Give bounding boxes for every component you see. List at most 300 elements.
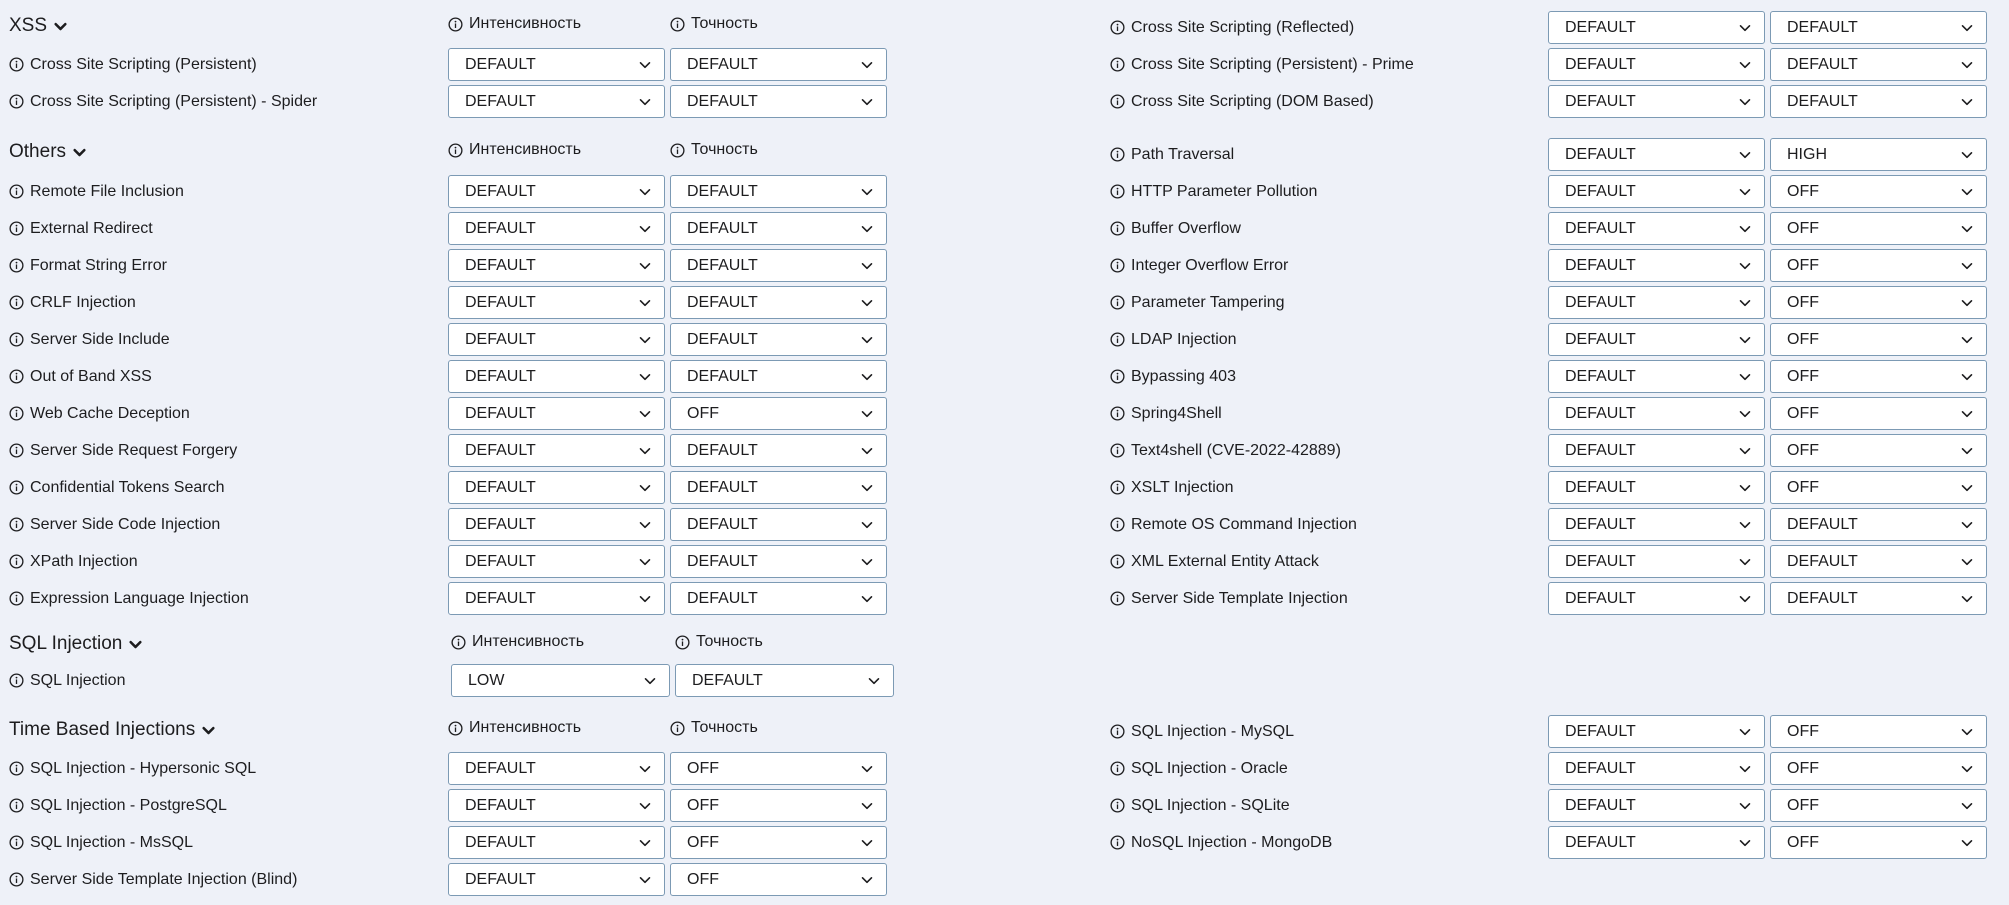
info-icon[interactable] xyxy=(9,673,24,688)
intensity-select[interactable] xyxy=(451,664,670,697)
accuracy-select[interactable] xyxy=(670,397,887,430)
intensity-select[interactable] xyxy=(1548,508,1765,541)
section-toggle[interactable] xyxy=(9,140,87,164)
rule-name: SQL Injection - PostgreSQL xyxy=(30,796,227,814)
rule-name: Confidential Tokens Search xyxy=(30,478,225,496)
intensity-select[interactable] xyxy=(1548,212,1765,245)
accuracy-select[interactable] xyxy=(670,212,887,245)
select-value: DEFAULT xyxy=(1565,331,1636,348)
rule-name: SQL Injection - MySQL xyxy=(1131,722,1295,740)
rule-name: Format String Error xyxy=(30,256,167,274)
select-value: OFF xyxy=(1787,220,1819,237)
accuracy-select[interactable] xyxy=(1770,11,1987,44)
chevron-down-icon xyxy=(638,592,652,606)
info-icon[interactable] xyxy=(9,332,24,347)
chevron-down-icon xyxy=(53,19,68,34)
chevron-down-icon xyxy=(1738,518,1752,532)
select-value: DEFAULT xyxy=(465,516,536,533)
intensity-select[interactable] xyxy=(448,826,665,859)
section-toggle[interactable] xyxy=(9,14,68,38)
select-value: HIGH xyxy=(1787,146,1827,163)
intensity-header xyxy=(448,14,581,34)
info-icon[interactable] xyxy=(670,17,685,32)
accuracy-select[interactable] xyxy=(1770,286,1987,319)
rule-label xyxy=(9,589,249,609)
chevron-down-icon xyxy=(638,407,652,421)
rule-label xyxy=(1110,759,1288,779)
select-value: DEFAULT xyxy=(465,93,536,110)
rule-name: XML External Entity Attack xyxy=(1131,552,1319,570)
select-value: OFF xyxy=(1787,183,1819,200)
select-value: DEFAULT xyxy=(687,294,758,311)
select-value: OFF xyxy=(1787,723,1819,740)
info-icon[interactable] xyxy=(1110,20,1125,35)
accuracy-header xyxy=(670,140,758,160)
intensity-select[interactable] xyxy=(1548,360,1765,393)
rule-name: SQL Injection xyxy=(30,671,126,689)
rule-name: Buffer Overflow xyxy=(1131,219,1241,237)
info-icon[interactable] xyxy=(1110,258,1125,273)
select-value: DEFAULT xyxy=(687,257,758,274)
accuracy-select[interactable] xyxy=(670,360,887,393)
intensity-select[interactable] xyxy=(1548,434,1765,467)
chevron-down-icon xyxy=(1738,222,1752,236)
accuracy-select[interactable] xyxy=(670,434,887,467)
rule-label xyxy=(9,759,256,779)
info-icon[interactable] xyxy=(670,143,685,158)
info-icon[interactable] xyxy=(1110,184,1125,199)
intensity-select[interactable] xyxy=(448,397,665,430)
select-value: DEFAULT xyxy=(1565,56,1636,73)
chevron-down-icon xyxy=(1960,592,1974,606)
intensity-select[interactable] xyxy=(448,434,665,467)
select-value: DEFAULT xyxy=(687,331,758,348)
rule-label xyxy=(1110,441,1341,461)
select-value: DEFAULT xyxy=(687,442,758,459)
select-value: DEFAULT xyxy=(687,516,758,533)
chevron-down-icon xyxy=(860,481,874,495)
rule-name: Path Traversal xyxy=(1131,145,1235,163)
rule-label xyxy=(9,796,227,816)
accuracy-select[interactable] xyxy=(1770,545,1987,578)
info-icon[interactable] xyxy=(9,57,24,72)
accuracy-select[interactable] xyxy=(1770,752,1987,785)
select-value: OFF xyxy=(1787,797,1819,814)
accuracy-select[interactable] xyxy=(670,249,887,282)
chevron-down-icon xyxy=(72,145,87,160)
accuracy-select[interactable] xyxy=(1770,323,1987,356)
info-icon[interactable] xyxy=(1110,406,1125,421)
intensity-select[interactable] xyxy=(1548,11,1765,44)
select-value: DEFAULT xyxy=(687,220,758,237)
info-icon[interactable] xyxy=(9,798,24,813)
info-icon[interactable] xyxy=(1110,591,1125,606)
chevron-down-icon xyxy=(860,762,874,776)
rule-name: LDAP Injection xyxy=(1131,330,1237,348)
info-icon[interactable] xyxy=(1110,57,1125,72)
intensity-select[interactable] xyxy=(448,471,665,504)
column-header-label: Точность xyxy=(696,633,763,650)
intensity-select[interactable] xyxy=(448,545,665,578)
rule-label xyxy=(9,833,193,853)
info-icon[interactable] xyxy=(1110,761,1125,776)
info-icon[interactable] xyxy=(1110,443,1125,458)
rule-label xyxy=(9,552,138,572)
info-icon[interactable] xyxy=(1110,517,1125,532)
rule-label xyxy=(1110,219,1241,239)
chevron-down-icon xyxy=(1960,148,1974,162)
accuracy-select[interactable] xyxy=(1770,397,1987,430)
accuracy-select[interactable] xyxy=(1770,360,1987,393)
info-icon[interactable] xyxy=(9,295,24,310)
info-icon[interactable] xyxy=(448,143,463,158)
intensity-select[interactable] xyxy=(1548,175,1765,208)
intensity-select[interactable] xyxy=(448,212,665,245)
select-value: DEFAULT xyxy=(465,220,536,237)
rule-label xyxy=(1110,293,1285,313)
select-value: DEFAULT xyxy=(1565,19,1636,36)
section-toggle[interactable] xyxy=(9,632,143,656)
rule-label xyxy=(9,219,153,239)
rule-label xyxy=(9,515,220,535)
accuracy-select[interactable] xyxy=(1770,212,1987,245)
accuracy-select[interactable] xyxy=(670,508,887,541)
column-header-label: Точность xyxy=(691,719,758,736)
info-icon[interactable] xyxy=(9,872,24,887)
select-value: DEFAULT xyxy=(465,871,536,888)
rule-label xyxy=(1110,722,1294,742)
select-value: OFF xyxy=(687,760,719,777)
select-value: DEFAULT xyxy=(1565,834,1636,851)
accuracy-select[interactable] xyxy=(1770,434,1987,467)
select-value: OFF xyxy=(1787,442,1819,459)
rule-label xyxy=(1110,515,1357,535)
info-icon[interactable] xyxy=(9,184,24,199)
intensity-select[interactable] xyxy=(448,789,665,822)
info-icon[interactable] xyxy=(1110,221,1125,236)
intensity-select[interactable] xyxy=(1548,323,1765,356)
rule-label xyxy=(1110,404,1222,424)
intensity-select[interactable] xyxy=(1548,471,1765,504)
chevron-down-icon xyxy=(201,723,216,738)
select-value: DEFAULT xyxy=(687,183,758,200)
chevron-down-icon xyxy=(1960,259,1974,273)
chevron-down-icon xyxy=(1960,296,1974,310)
rule-label xyxy=(1110,92,1374,112)
accuracy-select[interactable] xyxy=(670,471,887,504)
intensity-select[interactable] xyxy=(1548,715,1765,748)
chevron-down-icon xyxy=(1738,296,1752,310)
rule-name: Cross Site Scripting (Persistent) xyxy=(30,55,257,73)
select-value: DEFAULT xyxy=(1565,442,1636,459)
chevron-down-icon xyxy=(1738,259,1752,273)
accuracy-select[interactable] xyxy=(1770,175,1987,208)
rule-name: SQL Injection - Hypersonic SQL xyxy=(30,759,257,777)
intensity-select[interactable] xyxy=(1548,48,1765,81)
select-value: OFF xyxy=(1787,834,1819,851)
chevron-down-icon xyxy=(1960,444,1974,458)
chevron-down-icon xyxy=(638,222,652,236)
accuracy-select[interactable] xyxy=(670,175,887,208)
info-icon[interactable] xyxy=(9,369,24,384)
rule-label xyxy=(1110,833,1332,853)
section-toggle[interactable] xyxy=(9,718,216,742)
select-value: DEFAULT xyxy=(1565,183,1636,200)
intensity-select[interactable] xyxy=(448,360,665,393)
intensity-select[interactable] xyxy=(1548,826,1765,859)
accuracy-select[interactable] xyxy=(670,582,887,615)
accuracy-select[interactable] xyxy=(1770,715,1987,748)
info-icon[interactable] xyxy=(1110,798,1125,813)
select-value: DEFAULT xyxy=(1787,553,1858,570)
select-value: DEFAULT xyxy=(687,56,758,73)
chevron-down-icon xyxy=(860,444,874,458)
select-value: DEFAULT xyxy=(687,93,758,110)
intensity-select[interactable] xyxy=(1548,85,1765,118)
intensity-select[interactable] xyxy=(448,508,665,541)
chevron-down-icon xyxy=(860,555,874,569)
rule-name: Spring4Shell xyxy=(1131,404,1222,422)
info-icon[interactable] xyxy=(448,721,463,736)
accuracy-select[interactable] xyxy=(1770,582,1987,615)
info-icon[interactable] xyxy=(9,94,24,109)
accuracy-select[interactable] xyxy=(1770,471,1987,504)
rule-label xyxy=(1110,182,1317,202)
intensity-select[interactable] xyxy=(1548,752,1765,785)
chevron-down-icon xyxy=(643,674,657,688)
chevron-down-icon xyxy=(1738,333,1752,347)
intensity-select[interactable] xyxy=(448,863,665,896)
chevron-down-icon xyxy=(1738,444,1752,458)
chevron-down-icon xyxy=(860,407,874,421)
rule-label xyxy=(1110,552,1319,572)
accuracy-select[interactable] xyxy=(670,789,887,822)
accuracy-select[interactable] xyxy=(670,545,887,578)
info-icon[interactable] xyxy=(1110,295,1125,310)
info-icon[interactable] xyxy=(9,480,24,495)
intensity-select[interactable] xyxy=(448,175,665,208)
rule-label xyxy=(9,55,257,75)
intensity-select[interactable] xyxy=(1548,286,1765,319)
select-value: DEFAULT xyxy=(1565,760,1636,777)
chevron-down-icon xyxy=(1738,58,1752,72)
chevron-down-icon xyxy=(1960,95,1974,109)
rule-label xyxy=(9,478,225,498)
info-icon[interactable] xyxy=(670,721,685,736)
chevron-down-icon xyxy=(1960,725,1974,739)
rule-label xyxy=(9,92,317,112)
rule-name: HTTP Parameter Pollution xyxy=(1131,182,1318,200)
select-value: DEFAULT xyxy=(465,368,536,385)
accuracy-select[interactable] xyxy=(1770,826,1987,859)
accuracy-select[interactable] xyxy=(670,48,887,81)
rule-label xyxy=(9,293,136,313)
accuracy-select[interactable] xyxy=(1770,85,1987,118)
rule-name: XPath Injection xyxy=(30,552,138,570)
info-icon[interactable] xyxy=(1110,480,1125,495)
accuracy-select[interactable] xyxy=(1770,138,1987,171)
chevron-down-icon xyxy=(1738,370,1752,384)
chevron-down-icon xyxy=(1738,95,1752,109)
rule-label xyxy=(1110,796,1290,816)
rule-label xyxy=(1110,367,1236,387)
rule-label xyxy=(1110,256,1288,276)
info-icon[interactable] xyxy=(1110,554,1125,569)
select-value: DEFAULT xyxy=(1565,797,1636,814)
info-icon[interactable] xyxy=(9,591,24,606)
rule-label xyxy=(9,870,297,890)
intensity-select[interactable] xyxy=(1548,789,1765,822)
select-value: DEFAULT xyxy=(1787,56,1858,73)
info-icon[interactable] xyxy=(9,761,24,776)
info-icon[interactable] xyxy=(9,554,24,569)
intensity-select[interactable] xyxy=(448,286,665,319)
select-value: DEFAULT xyxy=(1565,479,1636,496)
chevron-down-icon xyxy=(1738,148,1752,162)
accuracy-select[interactable] xyxy=(670,863,887,896)
chevron-down-icon xyxy=(1738,836,1752,850)
info-icon[interactable] xyxy=(9,835,24,850)
chevron-down-icon xyxy=(867,674,881,688)
intensity-select[interactable] xyxy=(1548,545,1765,578)
intensity-select[interactable] xyxy=(448,752,665,785)
accuracy-select[interactable] xyxy=(670,85,887,118)
chevron-down-icon xyxy=(638,185,652,199)
rule-name: Out of Band XSS xyxy=(30,367,152,385)
accuracy-select[interactable] xyxy=(670,286,887,319)
info-icon[interactable] xyxy=(9,258,24,273)
select-value: DEFAULT xyxy=(1565,590,1636,607)
select-value: DEFAULT xyxy=(1787,19,1858,36)
chevron-down-icon xyxy=(1960,407,1974,421)
accuracy-select[interactable] xyxy=(1770,508,1987,541)
chevron-down-icon xyxy=(1960,518,1974,532)
rule-name: Cross Site Scripting (DOM Based) xyxy=(1131,92,1374,110)
select-value: OFF xyxy=(1787,331,1819,348)
info-icon[interactable] xyxy=(9,517,24,532)
select-value: DEFAULT xyxy=(465,56,536,73)
info-icon[interactable] xyxy=(1110,835,1125,850)
accuracy-select[interactable] xyxy=(1770,48,1987,81)
section-title: Others xyxy=(9,141,67,162)
intensity-select[interactable] xyxy=(448,582,665,615)
chevron-down-icon xyxy=(860,95,874,109)
select-value: DEFAULT xyxy=(1565,294,1636,311)
info-icon[interactable] xyxy=(9,443,24,458)
info-icon[interactable] xyxy=(1110,94,1125,109)
section-title: XSS xyxy=(9,15,48,36)
rule-name: Cross Site Scripting (Persistent) - Prime xyxy=(1131,55,1414,73)
select-value: DEFAULT xyxy=(465,294,536,311)
chevron-down-icon xyxy=(860,222,874,236)
section-title: SQL Injection xyxy=(9,633,123,654)
accuracy-select[interactable] xyxy=(1770,789,1987,822)
accuracy-select[interactable] xyxy=(1770,249,1987,282)
intensity-select[interactable] xyxy=(448,323,665,356)
select-value: OFF xyxy=(687,871,719,888)
chevron-down-icon xyxy=(860,518,874,532)
intensity-select[interactable] xyxy=(1548,582,1765,615)
info-icon[interactable] xyxy=(1110,147,1125,162)
chevron-down-icon xyxy=(638,333,652,347)
info-icon[interactable] xyxy=(451,635,466,650)
info-icon[interactable] xyxy=(1110,369,1125,384)
intensity-select[interactable] xyxy=(448,48,665,81)
info-icon[interactable] xyxy=(1110,332,1125,347)
rule-name: Bypassing 403 xyxy=(1131,367,1236,385)
intensity-select[interactable] xyxy=(1548,249,1765,282)
chevron-down-icon xyxy=(1960,58,1974,72)
select-value: DEFAULT xyxy=(465,760,536,777)
select-value: DEFAULT xyxy=(465,553,536,570)
select-value: DEFAULT xyxy=(465,405,536,422)
rule-label xyxy=(9,367,152,387)
info-icon[interactable] xyxy=(9,221,24,236)
chevron-down-icon xyxy=(638,799,652,813)
rule-name: Server Side Template Injection (Blind) xyxy=(30,870,298,888)
chevron-down-icon xyxy=(638,296,652,310)
rule-label xyxy=(9,441,237,461)
info-icon[interactable] xyxy=(1110,724,1125,739)
chevron-down-icon xyxy=(860,296,874,310)
intensity-select[interactable] xyxy=(448,85,665,118)
select-value: OFF xyxy=(687,405,719,422)
select-value: DEFAULT xyxy=(465,834,536,851)
chevron-down-icon xyxy=(860,58,874,72)
info-icon[interactable] xyxy=(675,635,690,650)
select-value: OFF xyxy=(1787,405,1819,422)
accuracy-select[interactable] xyxy=(670,323,887,356)
chevron-down-icon xyxy=(638,481,652,495)
select-value: DEFAULT xyxy=(465,442,536,459)
chevron-down-icon xyxy=(860,185,874,199)
accuracy-select[interactable] xyxy=(670,752,887,785)
intensity-select[interactable] xyxy=(1548,138,1765,171)
chevron-down-icon xyxy=(638,95,652,109)
chevron-down-icon xyxy=(638,518,652,532)
accuracy-select[interactable] xyxy=(675,664,894,697)
select-value: DEFAULT xyxy=(687,553,758,570)
select-value: DEFAULT xyxy=(1565,93,1636,110)
info-icon[interactable] xyxy=(9,406,24,421)
intensity-header xyxy=(451,632,584,652)
rule-label xyxy=(9,256,167,276)
chevron-down-icon xyxy=(638,873,652,887)
select-value: DEFAULT xyxy=(1787,590,1858,607)
intensity-select[interactable] xyxy=(448,249,665,282)
rule-name: Server Side Template Injection xyxy=(1131,589,1348,607)
rule-name: Expression Language Injection xyxy=(30,589,249,607)
select-value: DEFAULT xyxy=(1565,553,1636,570)
select-value: DEFAULT xyxy=(465,590,536,607)
select-value: DEFAULT xyxy=(1565,257,1636,274)
rule-name: XSLT Injection xyxy=(1131,478,1234,496)
select-value: LOW xyxy=(468,672,505,689)
chevron-down-icon xyxy=(1738,185,1752,199)
rule-label xyxy=(1110,145,1234,165)
select-value: DEFAULT xyxy=(687,368,758,385)
info-icon[interactable] xyxy=(448,17,463,32)
select-value: OFF xyxy=(1787,368,1819,385)
accuracy-header xyxy=(670,14,758,34)
rule-name: Integer Overflow Error xyxy=(1131,256,1289,274)
rule-name: Cross Site Scripting (Persistent) - Spider xyxy=(30,92,318,110)
select-value: DEFAULT xyxy=(687,590,758,607)
accuracy-select[interactable] xyxy=(670,826,887,859)
rule-name: External Redirect xyxy=(30,219,153,237)
intensity-select[interactable] xyxy=(1548,397,1765,430)
rule-name: Server Side Code Injection xyxy=(30,515,221,533)
